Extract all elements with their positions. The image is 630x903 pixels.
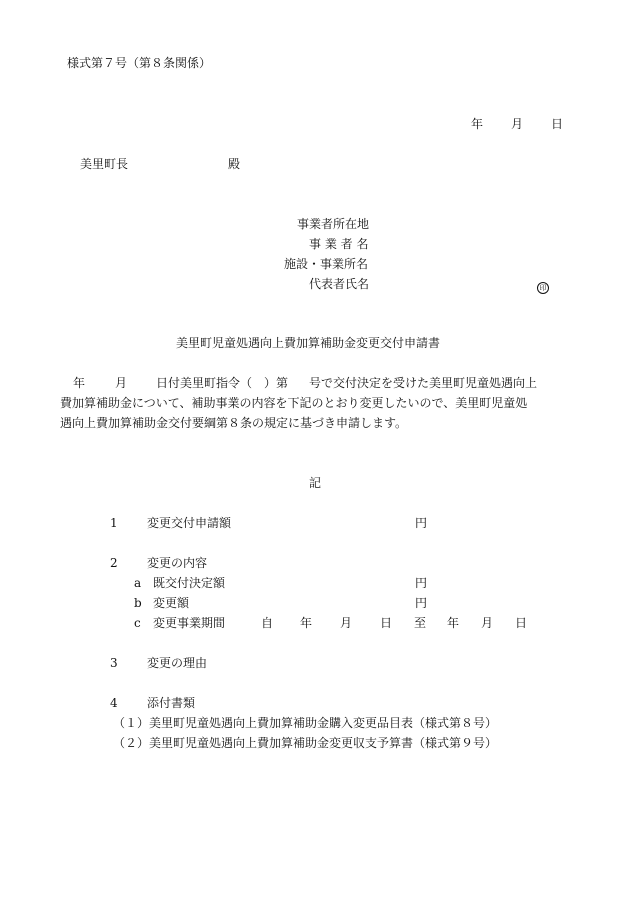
seal-mark xyxy=(537,278,549,294)
body-nen: 年 xyxy=(73,376,86,390)
item4-label: 添付書類 xyxy=(147,696,196,710)
item2b-unit: 円 xyxy=(415,596,428,610)
item2a-label: 既交付決定額 xyxy=(153,576,226,590)
item2-number: 2 xyxy=(110,556,118,570)
document-title: 美里町児童処遇向上費加算補助金変更交付申請書 xyxy=(176,336,441,350)
item2a-unit: 円 xyxy=(415,576,428,590)
date-month: 月 xyxy=(511,117,524,131)
addressee-name: 美里町長 xyxy=(80,157,129,171)
item2c-month-to: 月 xyxy=(481,616,494,630)
item2c-from: 自 xyxy=(261,616,274,630)
date-year: 年 xyxy=(471,117,484,131)
item2c-year-to: 年 xyxy=(447,616,460,630)
applicant-business-name-label: 事 業 者 名 xyxy=(309,237,369,251)
item3-number: 3 xyxy=(110,656,118,670)
item4-number: 4 xyxy=(110,696,118,710)
body-gatsu: 月 xyxy=(115,376,128,390)
body-line-3: 遇向上費加算補助金交付要綱第８条の規定に基づき申請します。 xyxy=(60,416,408,430)
form-number: 様式第７号（第８条関係） xyxy=(67,56,212,70)
addressee-honorific: 殿 xyxy=(228,157,241,171)
attachment-item: （１）美里町児童処遇向上費加算補助金購入変更品目表（様式第８号） xyxy=(113,716,498,730)
item2c-day-from: 日 xyxy=(380,616,393,630)
attachment-item: （２）美里町児童処遇向上費加算補助金変更収支予算書（様式第９号） xyxy=(113,736,498,750)
item2c-letter: c xyxy=(134,616,141,630)
body-text-2: 号で交付決定を受けた美里町児童処遇向上 xyxy=(309,376,538,390)
date-day: 日 xyxy=(551,117,564,131)
item1-unit: 円 xyxy=(415,516,428,530)
item2c-month-from: 月 xyxy=(340,616,353,630)
body-text-1: 日付美里町指令（ ）第 xyxy=(156,376,289,390)
item2c-day-to: 日 xyxy=(515,616,528,630)
item2b-letter: b xyxy=(134,596,142,610)
item2c-year-from: 年 xyxy=(300,616,313,630)
item2c-to: 至 xyxy=(414,616,427,630)
item1-label: 変更交付申請額 xyxy=(147,516,232,530)
item2c-label: 変更事業期間 xyxy=(153,616,226,630)
seal-icon: 印 xyxy=(537,282,549,294)
item1-number: 1 xyxy=(110,516,118,530)
ki-heading: 記 xyxy=(309,476,322,490)
item2b-label: 変更額 xyxy=(153,596,190,610)
body-line-2: 費加算補助金について、補助事業の内容を下記のとおり変更したいので、美里町児童処 xyxy=(60,396,528,410)
item2a-letter: a xyxy=(134,576,142,590)
item2-label: 変更の内容 xyxy=(147,556,208,570)
item3-label: 変更の理由 xyxy=(147,656,208,670)
applicant-facility-label: 施設・事業所名 xyxy=(284,257,369,271)
applicant-address-label: 事業者所在地 xyxy=(297,217,370,231)
applicant-representative-label: 代表者氏名 xyxy=(309,277,370,291)
